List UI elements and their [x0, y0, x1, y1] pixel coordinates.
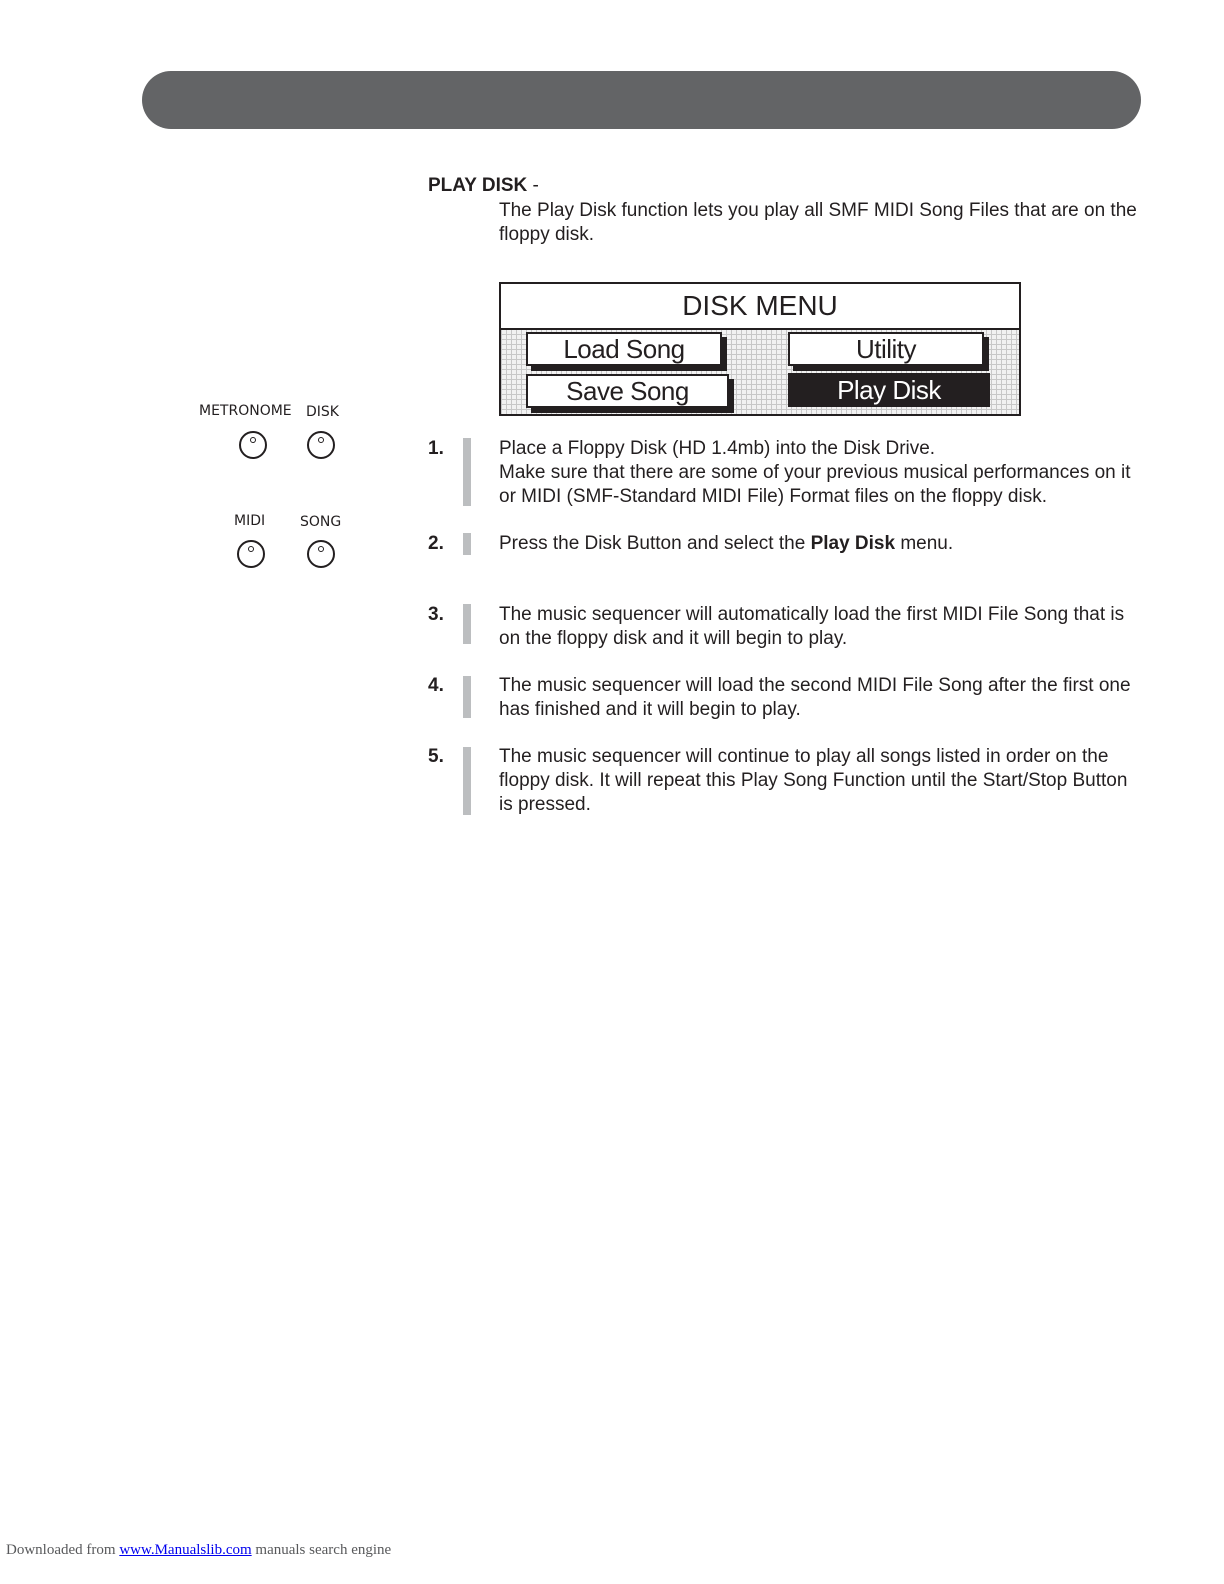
- save-song-button[interactable]: Save Song: [526, 374, 729, 408]
- section-title-text: PLAY DISK: [428, 175, 528, 196]
- disk-menu-title: DISK MENU: [501, 284, 1019, 330]
- step-text-part: menu.: [895, 533, 954, 554]
- step-bar: [463, 676, 471, 718]
- step-text-bold: Play Disk: [810, 533, 896, 554]
- metronome-button[interactable]: [239, 431, 267, 459]
- footer-prefix: Downloaded from: [6, 1542, 120, 1558]
- midi-label: MIDI: [234, 513, 266, 529]
- step-number: 2.: [428, 533, 444, 554]
- metronome-label: METRONOME: [199, 403, 292, 419]
- song-label: SONG: [300, 514, 342, 530]
- step-text: The music sequencer will continue to play all songs listed in order on the floppy disk. It will repeat this Play Song Function until the Start/Stop Button is pressed.: [499, 746, 1128, 815]
- step-number: 3.: [428, 604, 444, 625]
- step-line: Place a Floppy Disk (HD 1.4mb) into the Disk Drive.: [499, 438, 936, 459]
- midi-button[interactable]: [237, 540, 265, 568]
- step-number: 4.: [428, 675, 444, 696]
- section-title-dash: -: [527, 175, 539, 196]
- step-text-part: Press the Disk Button and select the: [499, 533, 811, 554]
- footer-suffix: manuals search engine: [251, 1542, 392, 1558]
- disk-label: DISK: [306, 404, 339, 420]
- play-disk-button[interactable]: Play Disk: [788, 373, 990, 407]
- load-song-button[interactable]: Load Song: [526, 332, 722, 366]
- step-bar: [463, 604, 471, 644]
- step-number: 5.: [428, 746, 444, 767]
- section-title: [428, 175, 539, 197]
- step-text: The music sequencer will automatically load the first MIDI File Song that is on the floppy disk and it will begin to play.: [499, 604, 1125, 649]
- utility-button[interactable]: Utility: [788, 332, 984, 366]
- disk-button[interactable]: [307, 431, 335, 459]
- step-bar: [463, 533, 471, 555]
- step-bar: [463, 747, 471, 815]
- manualslib-link[interactable]: www.Manualslib.com: [119, 1542, 252, 1558]
- step-bar: [463, 438, 471, 506]
- intro-paragraph: The Play Disk function lets you play all SMF MIDI Song Files that are on the floppy disk.: [499, 200, 1137, 245]
- footer: [6, 1542, 391, 1559]
- step-text: The music sequencer will load the second MIDI File Song after the first one has finished and it will begin to play.: [499, 675, 1131, 720]
- song-button[interactable]: [307, 540, 335, 568]
- step-number: 1.: [428, 438, 444, 459]
- disk-menu-display: [499, 282, 1021, 416]
- step-text: [499, 437, 1139, 509]
- step-text: [499, 532, 1139, 556]
- step-line: Make sure that there are some of your previous musical performances on it or MIDI (SMF-Standard MIDI File) Format files on the floppy disk.: [499, 462, 1131, 507]
- header-bar: [142, 71, 1141, 129]
